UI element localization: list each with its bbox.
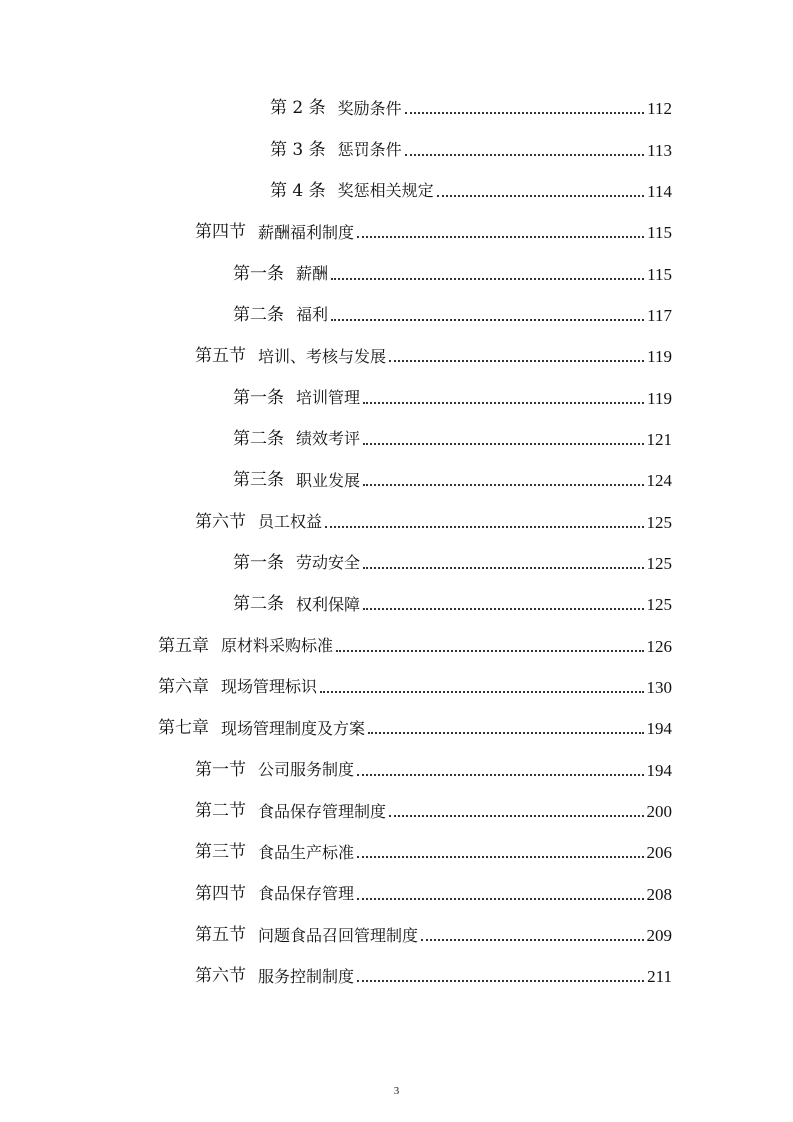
toc-entry-title: 职业发展 bbox=[296, 470, 361, 490]
dot-leader bbox=[357, 979, 644, 982]
toc-entry-title: 权利保障 bbox=[296, 594, 361, 614]
page-number: 3 bbox=[393, 1085, 400, 1097]
dot-leader bbox=[331, 318, 644, 321]
toc-entry[interactable] bbox=[0, 501, 793, 542]
toc-entry[interactable] bbox=[0, 377, 793, 418]
toc-entry-title: 食品保存管理制度 bbox=[258, 801, 387, 821]
toc-entry-page: 115 bbox=[647, 264, 672, 284]
toc-entry-page: 206 bbox=[646, 843, 672, 863]
toc-entry[interactable] bbox=[0, 791, 793, 832]
toc-entry-page: 121 bbox=[646, 429, 672, 449]
table-of-contents bbox=[0, 88, 793, 998]
toc-entry-page: 117 bbox=[647, 305, 672, 325]
toc-entry-page: 125 bbox=[646, 553, 672, 573]
toc-entry-page: 208 bbox=[646, 884, 672, 904]
toc-entry-title: 食品保存管理 bbox=[258, 884, 355, 904]
dot-leader bbox=[405, 153, 644, 156]
toc-entry-page: 125 bbox=[646, 512, 672, 532]
dot-leader bbox=[357, 855, 643, 858]
dot-leader bbox=[389, 359, 644, 362]
toc-entry-page: 209 bbox=[646, 926, 672, 946]
toc-entry-number: 第六节 bbox=[195, 966, 246, 987]
toc-entry[interactable] bbox=[0, 832, 793, 873]
toc-entry-title: 现场管理制度及方案 bbox=[221, 718, 366, 738]
toc-entry-number: 第三节 bbox=[195, 842, 246, 863]
toc-entry[interactable] bbox=[0, 584, 793, 625]
dot-leader bbox=[421, 938, 643, 941]
toc-entry[interactable] bbox=[0, 419, 793, 460]
toc-entry-number: 第五节 bbox=[195, 925, 246, 946]
toc-entry-number: 第五章 bbox=[158, 635, 209, 656]
toc-entry[interactable] bbox=[0, 171, 793, 212]
toc-entry[interactable] bbox=[0, 336, 793, 377]
toc-entry-page: 112 bbox=[647, 99, 672, 119]
toc-entry-title: 原材料采购标准 bbox=[221, 636, 334, 656]
toc-entry[interactable] bbox=[0, 129, 793, 170]
toc-entry-page: 113 bbox=[647, 140, 672, 160]
toc-entry-page: 119 bbox=[647, 388, 672, 408]
dot-leader bbox=[357, 235, 644, 238]
toc-entry-title: 奖励条件 bbox=[337, 98, 402, 118]
toc-entry[interactable] bbox=[0, 915, 793, 956]
toc-entry-title: 食品生产标准 bbox=[258, 842, 355, 862]
toc-entry-title: 培训管理 bbox=[296, 388, 361, 408]
toc-entry[interactable] bbox=[0, 667, 793, 708]
dot-leader bbox=[368, 731, 643, 734]
toc-entry-title: 奖惩相关规定 bbox=[337, 181, 434, 201]
dot-leader bbox=[405, 111, 644, 114]
toc-entry-page: 130 bbox=[646, 677, 672, 697]
toc-entry-number: 第六节 bbox=[195, 511, 246, 532]
toc-entry-number: 第一节 bbox=[195, 759, 246, 780]
toc-entry-page: 114 bbox=[647, 181, 672, 201]
dot-leader bbox=[336, 649, 643, 652]
toc-entry-title: 员工权益 bbox=[258, 512, 323, 532]
toc-entry-page: 194 bbox=[646, 719, 672, 739]
toc-entry-title: 劳动安全 bbox=[296, 553, 361, 573]
dot-leader bbox=[320, 690, 643, 693]
dot-leader bbox=[363, 607, 643, 610]
toc-entry-title: 服务控制制度 bbox=[258, 966, 355, 986]
toc-entry-number: 第二节 bbox=[195, 801, 246, 822]
toc-entry-number: 第二条 bbox=[233, 304, 284, 325]
toc-entry[interactable] bbox=[0, 543, 793, 584]
dot-leader bbox=[331, 277, 644, 280]
toc-entry-number: 第一条 bbox=[233, 552, 284, 573]
toc-entry-title: 惩罚条件 bbox=[337, 140, 402, 160]
toc-entry[interactable] bbox=[0, 625, 793, 666]
dot-leader bbox=[363, 566, 643, 569]
toc-entry-number: 第 4 条 bbox=[270, 180, 326, 201]
toc-entry[interactable] bbox=[0, 874, 793, 915]
toc-entry-number: 第七章 bbox=[158, 718, 209, 739]
toc-entry[interactable] bbox=[0, 460, 793, 501]
toc-entry-page: 126 bbox=[646, 636, 672, 656]
toc-entry-title: 绩效考评 bbox=[296, 429, 361, 449]
dot-leader bbox=[363, 401, 644, 404]
toc-entry[interactable] bbox=[0, 708, 793, 749]
toc-entry-number: 第六章 bbox=[158, 676, 209, 697]
toc-entry-title: 薪酬福利制度 bbox=[258, 222, 355, 242]
toc-entry-title: 公司服务制度 bbox=[258, 760, 355, 780]
toc-entry-title: 薪酬 bbox=[296, 264, 329, 284]
toc-entry-title: 问题食品召回管理制度 bbox=[258, 925, 419, 945]
dot-leader bbox=[389, 814, 643, 817]
dot-leader bbox=[363, 442, 643, 445]
dot-leader bbox=[437, 194, 644, 197]
toc-entry-page: 194 bbox=[646, 760, 672, 780]
toc-entry-title: 福利 bbox=[296, 305, 329, 325]
toc-entry-page: 211 bbox=[647, 967, 672, 987]
dot-leader bbox=[357, 897, 643, 900]
toc-entry-page: 200 bbox=[646, 802, 672, 822]
dot-leader bbox=[363, 483, 643, 486]
dot-leader bbox=[357, 773, 643, 776]
toc-entry-number: 第五节 bbox=[195, 346, 246, 367]
toc-entry-page: 115 bbox=[647, 223, 672, 243]
toc-entry-number: 第三条 bbox=[233, 470, 284, 491]
toc-entry-title: 现场管理标识 bbox=[221, 677, 318, 697]
toc-entry[interactable] bbox=[0, 88, 793, 129]
toc-entry[interactable] bbox=[0, 212, 793, 253]
toc-entry-number: 第二条 bbox=[233, 428, 284, 449]
toc-entry-page: 119 bbox=[647, 347, 672, 367]
toc-entry-title: 培训、考核与发展 bbox=[258, 346, 387, 366]
toc-entry-number: 第一条 bbox=[233, 263, 284, 284]
toc-entry-number: 第四节 bbox=[195, 222, 246, 243]
toc-entry[interactable] bbox=[0, 956, 793, 997]
dot-leader bbox=[325, 525, 643, 528]
toc-entry-page: 124 bbox=[646, 471, 672, 491]
toc-entry[interactable] bbox=[0, 253, 793, 294]
toc-entry[interactable] bbox=[0, 750, 793, 791]
toc-entry-number: 第一条 bbox=[233, 387, 284, 408]
toc-entry-number: 第 2 条 bbox=[270, 98, 326, 119]
toc-entry-page: 125 bbox=[646, 595, 672, 615]
toc-entry[interactable] bbox=[0, 295, 793, 336]
toc-entry-number: 第四节 bbox=[195, 883, 246, 904]
toc-entry-number: 第二条 bbox=[233, 594, 284, 615]
toc-entry-number: 第 3 条 bbox=[270, 139, 326, 160]
